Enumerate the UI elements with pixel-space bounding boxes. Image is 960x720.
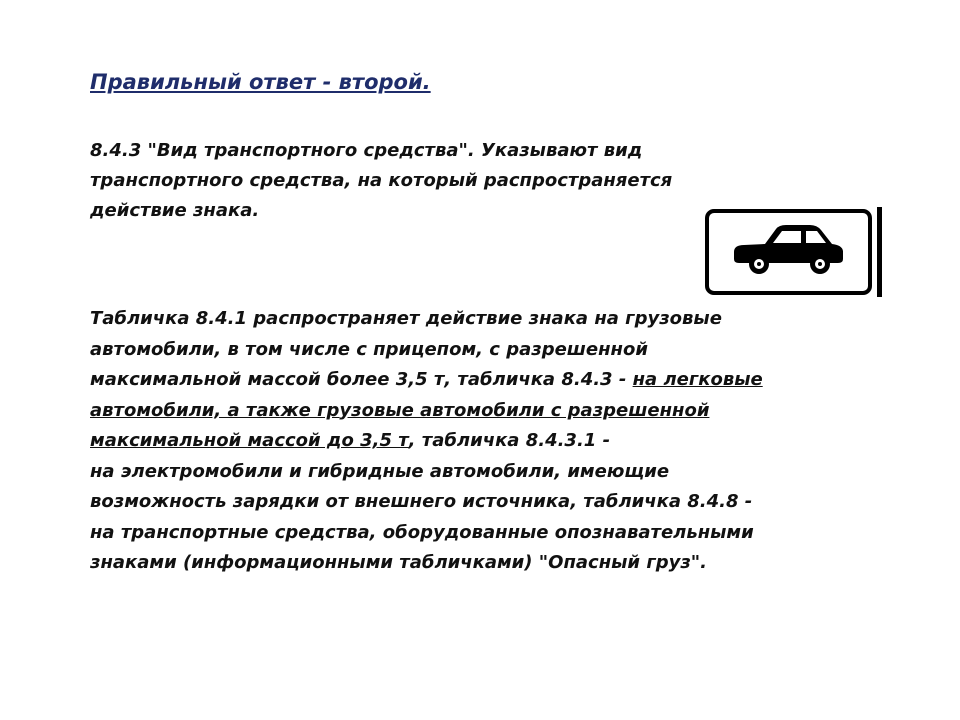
definition-line: 8.4.3 "Вид транспортного средства". Указывают вид — [90, 140, 643, 161]
definition-line: транспортного средства, на который распространяется — [90, 170, 673, 191]
underlined-text: на легковые — [632, 369, 763, 390]
explanation-paragraph — [90, 304, 880, 579]
definition-line: действие знака. — [90, 200, 260, 221]
sign-edge-bar — [877, 207, 882, 297]
explanation-line: возможность зарядки от внешнего источника, табличка 8.4.8 - — [90, 491, 753, 512]
explanation-line: на транспортные средства, оборудованные опознавательными — [90, 521, 754, 543]
explanation-line — [90, 396, 880, 427]
explanation-line — [90, 365, 880, 396]
definition-paragraph — [90, 136, 740, 226]
explanation-line: Табличка 8.4.1 распространяет действие знака на грузовые — [90, 308, 722, 329]
underlined-text: максимальной массой до 3,5 т — [90, 430, 409, 451]
answer-heading: Правильный ответ - второй. — [90, 70, 431, 94]
explanation-text: максимальной массой более 3,5 т, табличка 8.4.3 - — [90, 369, 633, 390]
underlined-text: автомобили, а также грузовые автомобили с разрешенной — [90, 399, 710, 421]
explanation-line: автомобили, в том числе с прицепом, с разрешенной — [90, 338, 648, 360]
explanation-line: знаками (информационными табличками) "Опасный груз". — [90, 552, 708, 573]
explanation-line: на электромобили и гибридные автомобили, имеющие — [90, 460, 670, 482]
explanation-text: , табличка 8.4.3.1 - — [408, 430, 611, 451]
car-plate-sign — [702, 207, 884, 297]
explanation-line — [90, 426, 880, 457]
